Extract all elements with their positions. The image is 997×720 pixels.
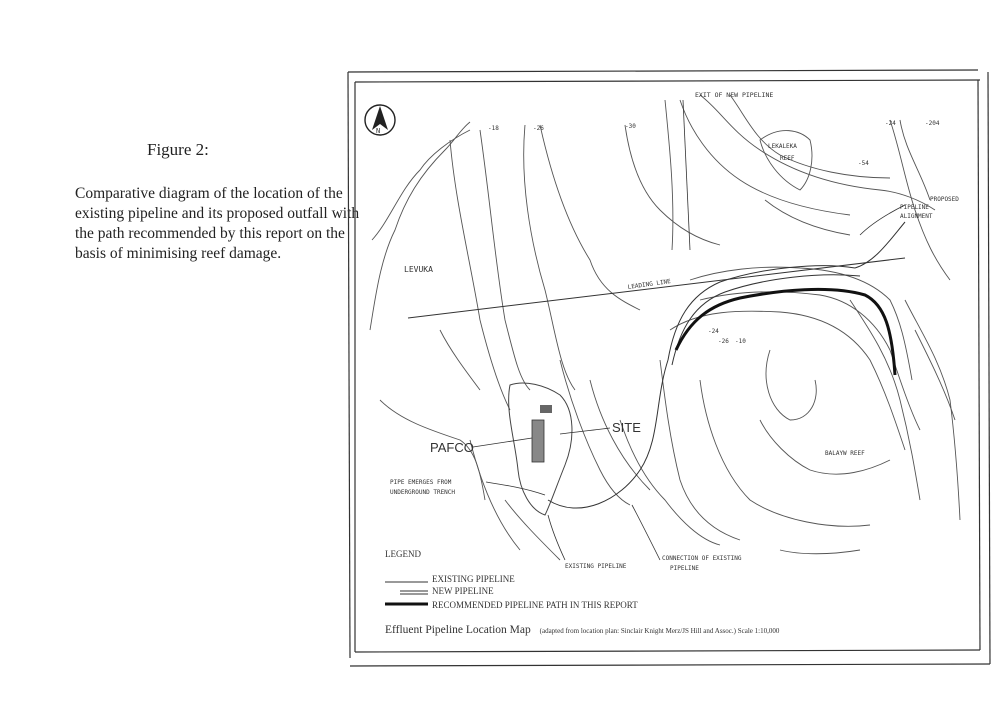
- label-pipeline: PIPELINE: [900, 204, 929, 211]
- label-proposed: PROPOSED: [930, 196, 959, 203]
- map-labels: [390, 91, 959, 572]
- legend-recommended: RECOMMENDED PIPELINE PATH IN THIS REPORT: [432, 600, 638, 610]
- label-alignment: ALIGNMENT: [900, 213, 933, 220]
- label-pipe-emerges: PIPE EMERGES FROM: [390, 479, 452, 486]
- north-arrow-icon: [365, 105, 395, 135]
- north-symbol: N: [376, 127, 381, 135]
- label-levuka: LEVUKA: [404, 265, 433, 274]
- leading-line: [408, 258, 905, 318]
- label-leading-line: LEADING LINE: [627, 278, 672, 291]
- legend-title: LEGEND: [385, 549, 421, 559]
- depth-reading: -204: [925, 120, 940, 127]
- label-underground-trench: UNDERGROUND TRENCH: [390, 489, 456, 496]
- label-existing-pipeline: EXISTING PIPELINE: [565, 563, 627, 570]
- map-legend: [385, 549, 638, 610]
- map-footer-title: Effluent Pipeline Location Map: [385, 624, 531, 636]
- legend-new: NEW PIPELINE: [432, 586, 494, 596]
- depth-reading: -24: [885, 120, 896, 127]
- map-footer-note: (adapted from location plan: Sinclair Knight Merz/JS Hill and Assoc.) Scale 1:10,000: [539, 627, 780, 635]
- label-connection-pipeline: PIPELINE: [670, 565, 699, 572]
- depth-reading: -24: [708, 328, 719, 335]
- depth-reading: -26: [718, 338, 729, 345]
- label-lekaleka-reef: REEF: [780, 155, 795, 162]
- depth-reading: -18: [488, 125, 499, 132]
- label-site: SITE: [612, 420, 641, 435]
- site-marker: [540, 405, 552, 413]
- label-pafco: PAFCO: [430, 440, 474, 455]
- label-balayw-reef: BALAYW REEF: [825, 450, 865, 457]
- depth-reading: -30: [625, 123, 636, 130]
- label-lekaleka: LEKALEKA: [768, 143, 797, 150]
- depth-reading: -10: [735, 338, 746, 345]
- label-connection: CONNECTION OF EXISTING: [662, 555, 742, 562]
- depth-readings: [488, 120, 940, 345]
- depth-reading: -26: [533, 125, 544, 132]
- figure-description: Comparative diagram of the location of the existing pipeline and its proposed outfall with the path recommended by this report on the basis of minimising reef damage.: [75, 185, 360, 262]
- legend-existing: EXISTING PIPELINE: [432, 574, 515, 584]
- map-footer: [385, 624, 780, 636]
- depth-contours: [370, 95, 960, 560]
- pafco-building: [532, 420, 544, 462]
- depth-reading: -54: [858, 160, 869, 167]
- label-exit-new-pipeline: EXIT OF NEW PIPELINE: [695, 91, 774, 99]
- new-pipeline-upper: [668, 266, 855, 360]
- figure-label: Figure 2:: [147, 140, 209, 159]
